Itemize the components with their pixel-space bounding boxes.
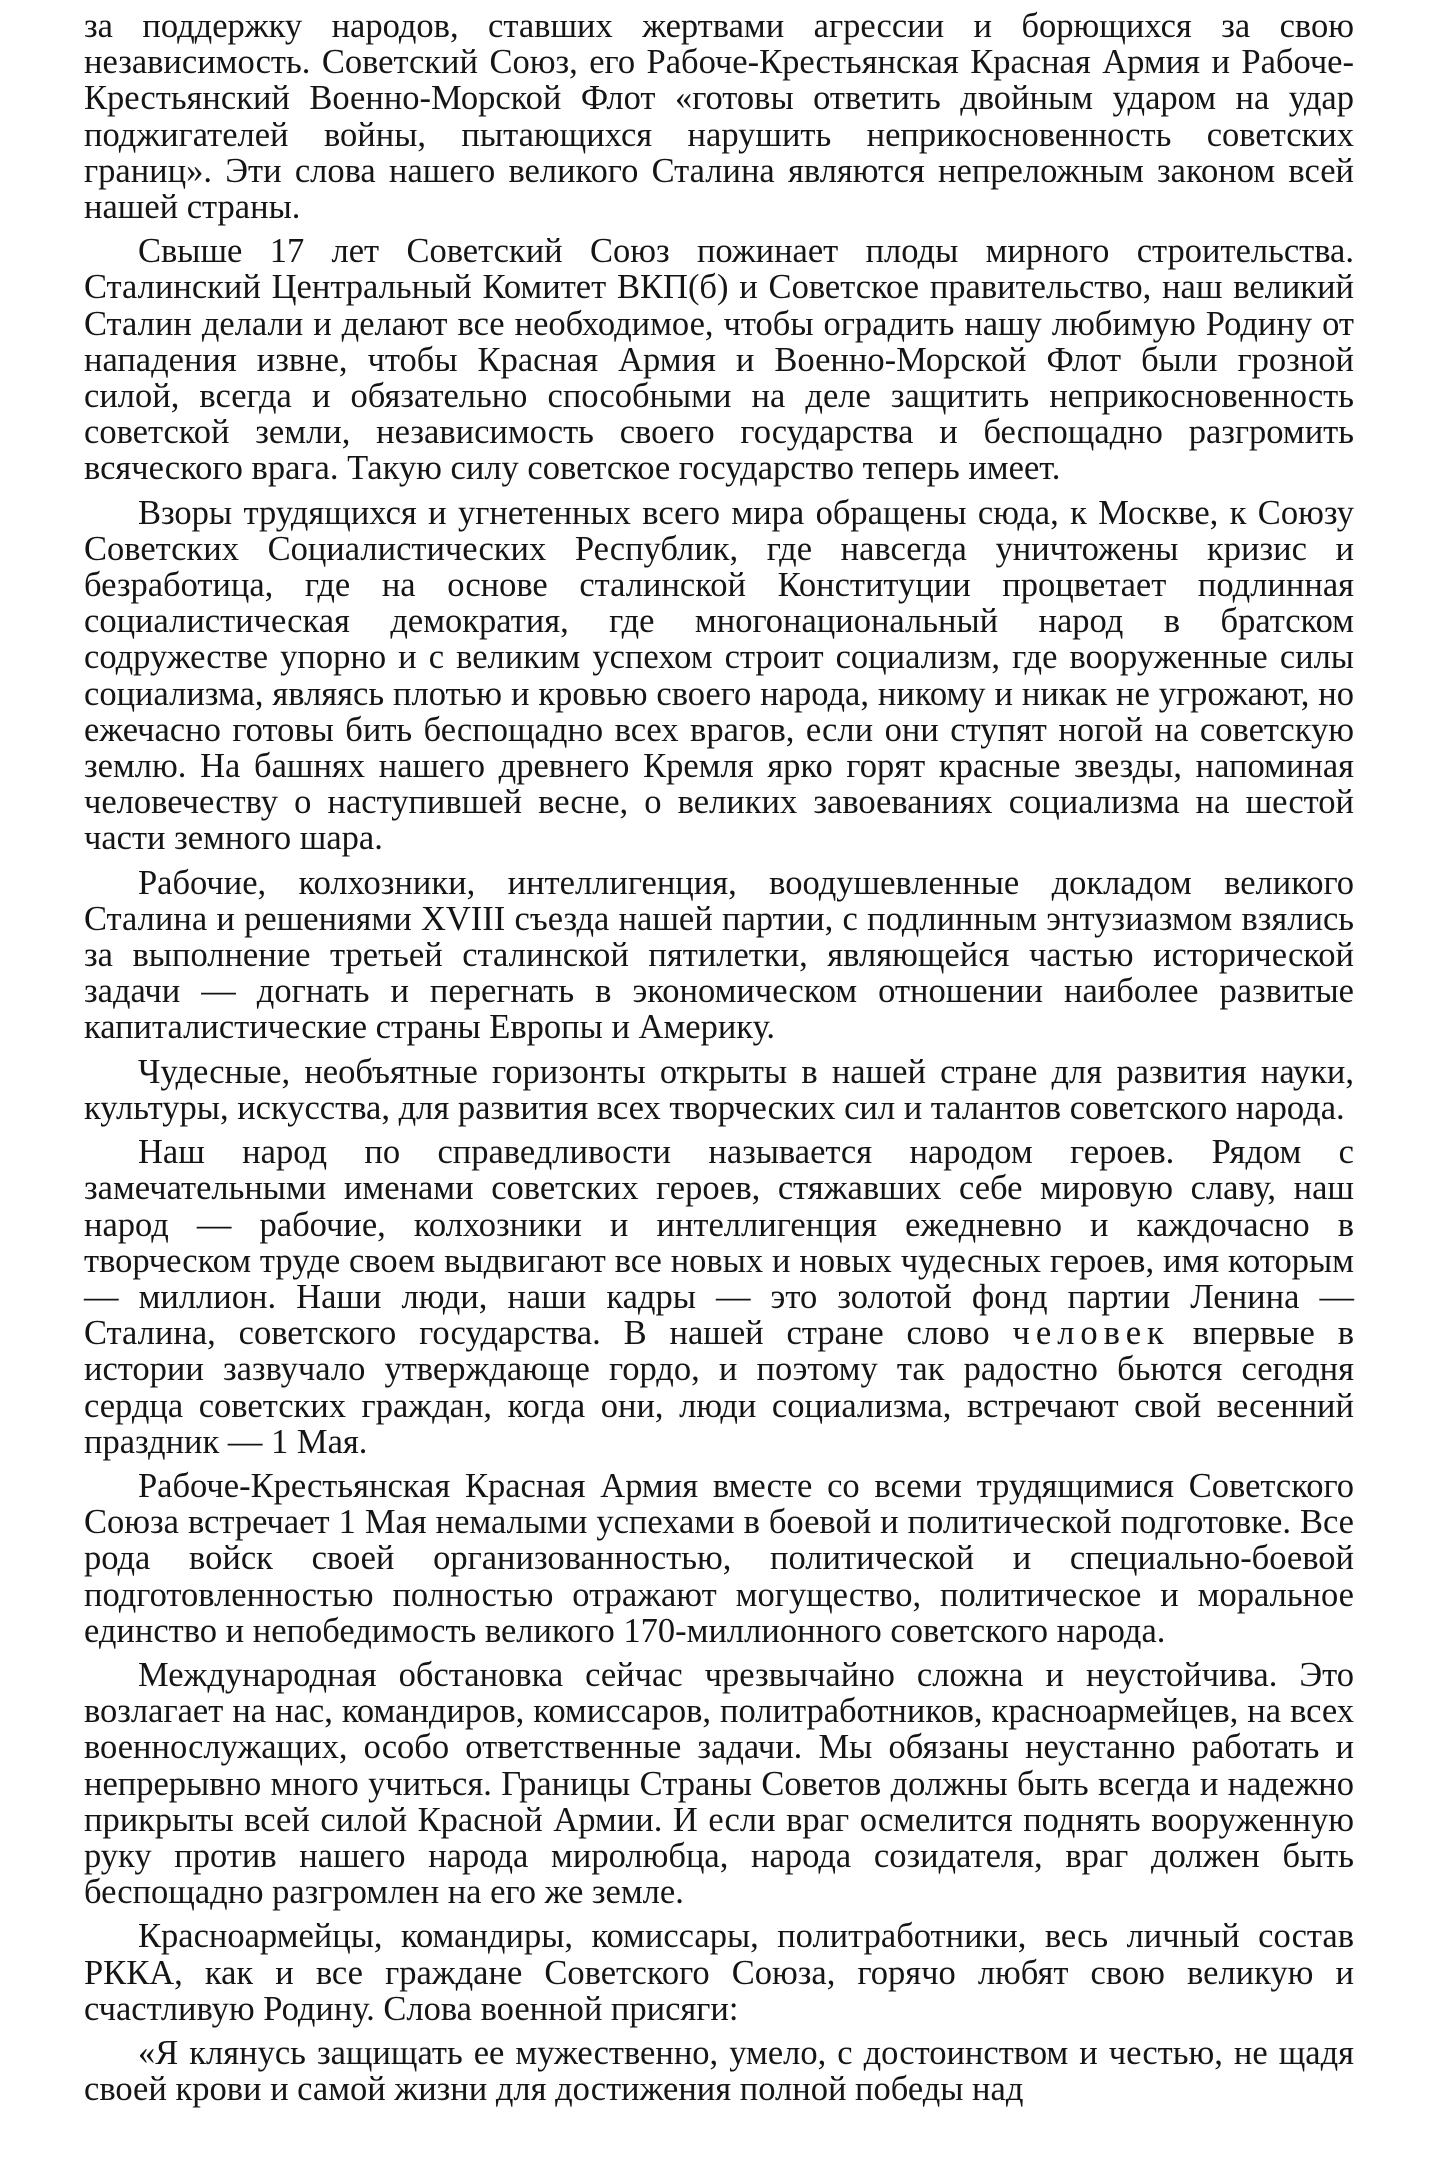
emphasized-word: человек (1012, 1314, 1170, 1353)
paragraph-1: за поддержку народов, ставших жертвами агрессии и борющихся за свою независимость. Советский Союз, его Рабоче-Крестьянская Красная Армия и Рабоче-Крестьянский Военно-Морской Флот «готовы ответить двойным ударом на удар поджигателей войны, пытающихся нарушить неприкосновенность советских границ». Эти слова нашего великого Сталина являются непреложным законом всей нашей страны. (84, 7, 1354, 227)
paragraph-8: Международная обстановка сейчас чрезвычайно сложна и неустойчива. Это возлагает на нас, командиров, комиссаров, политработников, красноармейцев, на всех военнослужащих, особо ответственные задачи. Мы обязаны неустанно работать и непрерывно много учиться. Границы Страны Советов должны быть всегда и надежно прикрыты всей силой Красной Армии. И если враг осмелится поднять вооруженную руку против нашего народа миролюбца, народа созидателя, враг должен быть беспощадно разгромлен на его же земле. (84, 1655, 1354, 1912)
document-page (84, 8, 1354, 2115)
paragraph-4: Рабочие, колхозники, интеллигенция, воодушевленные докладом великого Сталина и решениями XVIII съезда нашей партии, с подлинным энтузиазмом взялись за выполнение третьей сталинской пятилетки, являющейся частью исторической задачи — догнать и перегнать в экономическом отношении наиболее развитые капиталистические страны Европы и Америку. (84, 863, 1354, 1047)
paragraph-5: Чудесные, необъятные горизонты открыты в нашей стране для развития науки, культуры, искусства, для развития всех творческих сил и талантов советского народа. (84, 1052, 1354, 1127)
paragraph-9: Красноармейцы, командиры, комиссары, политработники, весь личный состав РККА, как и все граждане Советского Союза, горячо любят свою великую и счастливую Родину. Слова военной присяги: (84, 1917, 1354, 2028)
paragraph-7: Рабоче-Крестьянская Красная Армия вместе со всеми трудящимися Советского Союза встречает 1 Мая немалыми успехами в боевой и политической подготовке. Все рода войск своей организованностью, политической и специально-боевой подготовленностью полностью отражают могущество, политическое и моральное единство и непобедимость великого 170-миллионного советского народа. (84, 1466, 1354, 1650)
paragraph-6-text-before: Наш народ по справедливости называется народом героев. Рядом с замечательными именами советских героев, стяжавших себе мировую славу, наш народ — рабочие, колхозники и интеллигенция ежедневно и каждочасно в творческом труде своем выдвигают все новых и новых чудесных героев, имя которым — миллион. Наши люди, наши кадры — это золотой фонд партии Ленина — Сталина, советского государства. В нашей стране слово (84, 1133, 1354, 1353)
paragraph-6-text-after: впервые в истории зазвучало утверждающе гордо, и поэтому так радостно бьются сегодня сердца советских граждан, когда они, люди социализма, встречают свой весенний праздник — 1 Мая. (84, 1314, 1354, 1461)
paragraph-3: Взоры трудящихся и угнетенных всего мира обращены сюда, к Москве, к Союзу Советских Социалистических Республик, где навсегда уничтожены кризис и безработица, где на основе сталинской Конституции процветает подлинная социалистическая демократия, где многонациональный народ в братском содружестве упорно и с великим успехом строит социализм, где вооруженные силы социализма, являясь плотью и кровью своего народа, никому и никак не угрожают, но ежечасно готовы бить беспощадно всех врагов, если они ступят ногой на советскую землю. На башнях нашего древнего Кремля ярко горят красные звезды, напоминая человечеству о наступившей весне, о великих завоеваниях социализма на шестой части земного шара. (84, 493, 1354, 858)
paragraph-10-oath: «Я клянусь защищать ее мужественно, умело, с достоинством и честью, не щадя своей крови и самой жизни для достижения полной победы над (84, 2033, 1354, 2109)
paragraph-2: Свыше 17 лет Советский Союз пожинает плоды мирного строительства. Сталинский Центральный Комитет ВКП(б) и Советское правительство, наш великий Сталин делали и делают все необходимое, чтобы оградить нашу любимую Родину от нападения извне, чтобы Красная Армия и Военно-Морской Флот были грозной силой, всегда и обязательно способными на деле защитить неприкосновенность советской земли, независимость своего государства и беспощадно разгромить всяческого врага. Такую силу советское государство теперь имеет. (84, 232, 1354, 488)
paragraph-6 (84, 1134, 1354, 1460)
